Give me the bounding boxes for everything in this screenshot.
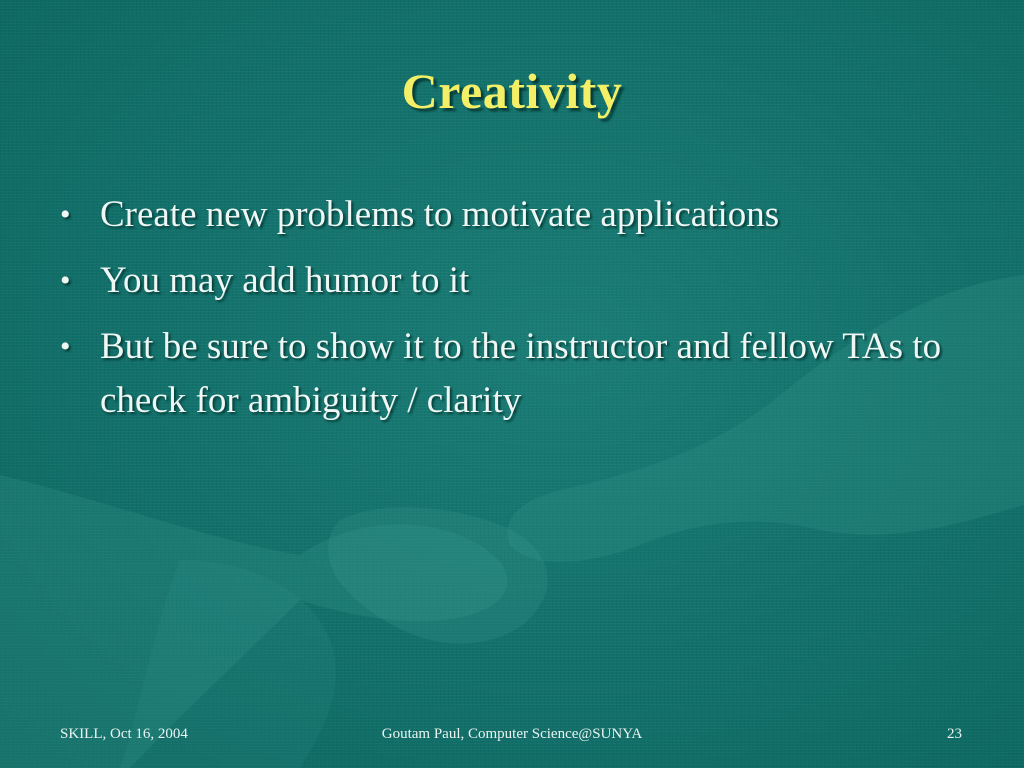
bullet-item [60,320,960,428]
bullet-text: But be sure to show it to the instructor and fellow TAs to check for ambiguity / clarity [100,326,942,421]
bullet-item [60,254,960,308]
footer-author: Goutam Paul, Computer Science@SUNYA [381,726,643,742]
bullet-text: You may add humor to it [100,260,470,301]
bullet-text: Create new problems to motivate applications [100,194,780,235]
bullet-item [60,188,960,242]
footer-date: SKILL, Oct 16, 2004 [60,726,188,742]
bullet-list [60,188,960,440]
slide-title: Creativity [401,63,623,119]
bullet-icon: • [60,264,71,297]
bullet-icon: • [60,330,71,363]
slide-number: 23 [947,726,962,742]
bullet-icon: • [60,198,71,231]
